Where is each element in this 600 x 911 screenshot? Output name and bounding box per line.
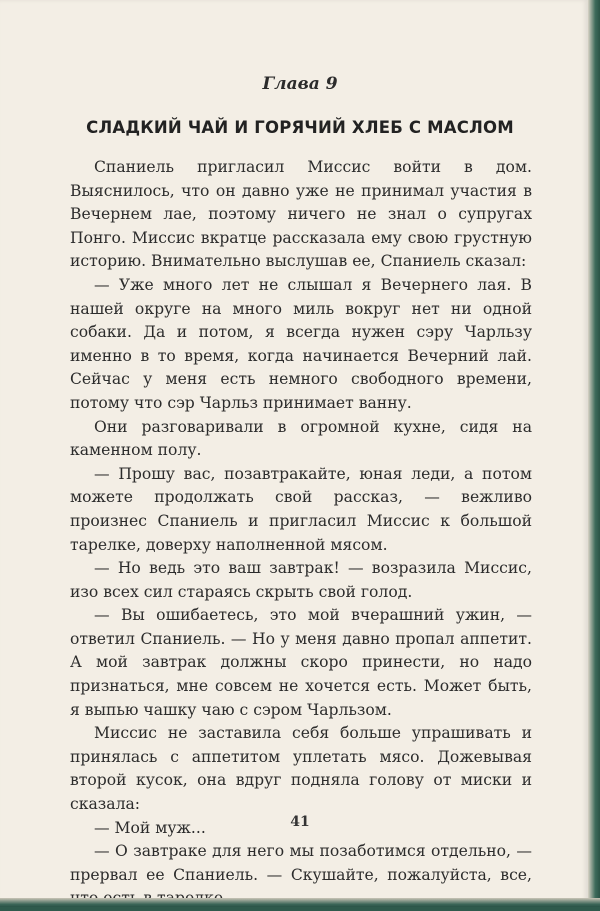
- paragraph: — Уже много лет не слышал я Вечернего лая. В нашей округе на много миль вокруг нет ни одной собаки. Да и потом, я всегда нужен сэру Чарльзу именно в то время, когда начинается Вечерний лай. Сейчас у меня есть немного свободного времени, потому что сэр Чарльз принимает ванну.: [70, 275, 532, 412]
- paragraph: Они разговаривали в огромной кухне, сидя на каменном полу.: [70, 417, 532, 460]
- paragraph: — Вы ошибаетесь, это мой вчерашний ужин, — ответил Спаниель. — Но у меня давно пропал аппетит. А мой завтрак должны скоро принести, но надо признаться, мне совсем не хочется есть. Может быть, я выпью чашку чаю с сэром Чарльзом.: [70, 606, 532, 719]
- body-text: [70, 156, 532, 911]
- paragraph: — Мой муж...: [94, 818, 206, 837]
- page-number: 41: [290, 814, 310, 830]
- paragraph: — Прошу вас, позавтракайте, юная леди, а потом можете продолжать свой рассказ, — вежливо произнес Спаниель и пригласил Миссис к большой тарелке, доверху наполненной мясом.: [70, 464, 532, 554]
- book-edge-bottom: [0, 898, 600, 907]
- paragraph: — О завтраке для него мы позаботимся отдельно, — прервал ее Спаниель. — Скушайте, пожалуйста, все,: [70, 842, 532, 884]
- chapter-label: Глава 9: [262, 74, 338, 94]
- paragraph: Спаниель пригласил Миссис войти в дом. Выяснилось, что он давно уже не принимал участия в Вечернем лае, поэтому ничего не знал о супругах Понго. Миссис вкратце рассказала ему свою грустную историю. Внимательно выслушав ее, Спаниель сказал:: [70, 158, 532, 271]
- book-edge-right: [588, 0, 600, 907]
- chapter-title: СЛАДКИЙ ЧАЙ И ГОРЯЧИЙ ХЛЕБ С МАСЛОМ: [86, 118, 514, 137]
- paragraph: — Но ведь это ваш завтрак! — возразила Миссис, изо всех сил стараясь скрыть свой голод.: [70, 559, 532, 601]
- paragraph: Миссис не заставила себя больше упрашивать и принялась с аппетитом уплетать мясо. Дожевывая второй кусок, она вдруг подняла голову от миски и сказала:: [70, 724, 532, 814]
